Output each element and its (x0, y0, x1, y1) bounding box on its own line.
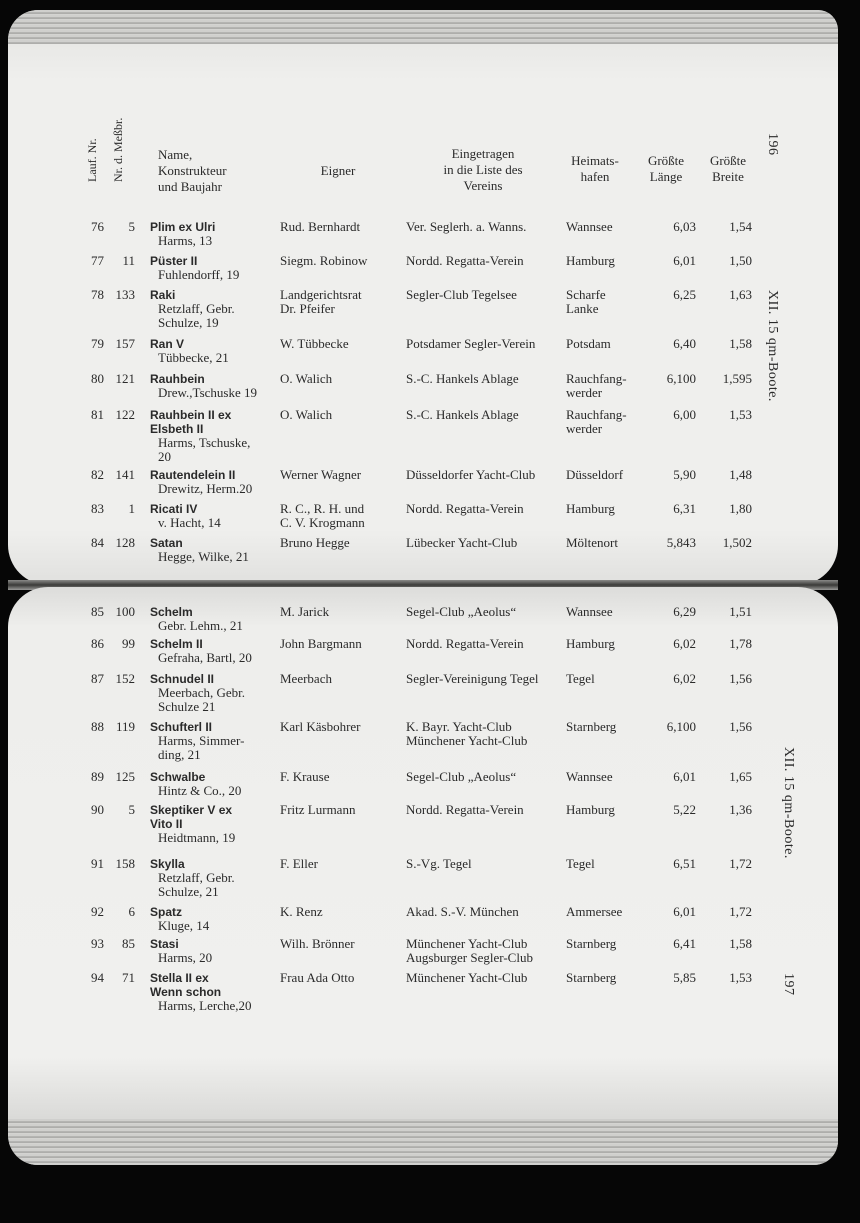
header-lauf-nr: Lauf. Nr. (85, 138, 99, 182)
page-edge-top (8, 10, 838, 44)
width-cell: 1,58 (729, 336, 752, 351)
width-cell: 1,50 (729, 253, 752, 268)
club-cell: Nordd. Regatta-Verein (406, 636, 524, 651)
table-row (8, 803, 838, 843)
lauf-nr-cell: 80 (91, 371, 104, 386)
width-cell: 1,80 (729, 501, 752, 516)
boat-name-cell: Rauhbein II ex Elsbeth II (150, 408, 232, 436)
width-cell: 1,54 (729, 219, 752, 234)
club-cell: Segler-Vereinigung Tegel (406, 671, 539, 686)
messbr-nr-cell: 122 (115, 407, 135, 422)
harbour-cell: Möltenort (566, 535, 618, 550)
length-cell: 6,25 (673, 287, 696, 302)
width-cell: 1,63 (729, 287, 752, 302)
boat-name-cell: Skylla (150, 857, 185, 871)
width-cell: 1,53 (729, 407, 752, 422)
length-cell: 5,90 (673, 467, 696, 482)
owner-cell: K. Renz (280, 904, 323, 919)
lauf-nr-cell: 77 (91, 253, 104, 268)
constructor-cell: v. Hacht, 14 (158, 515, 221, 530)
owner-cell: Frau Ada Otto (280, 970, 355, 985)
constructor-cell: Harms, 13 (158, 233, 213, 248)
lauf-nr-cell: 87 (91, 671, 104, 686)
harbour-cell: Wannsee (566, 219, 613, 234)
boat-name-cell: Schelm (150, 605, 193, 619)
harbour-cell: Potsdam (566, 336, 611, 351)
lauf-nr-cell: 83 (91, 501, 104, 516)
length-cell: 6,03 (673, 219, 696, 234)
constructor-cell: Hegge, Wilke, 21 (158, 549, 249, 564)
boat-name-cell: Püster II (150, 254, 198, 268)
constructor-cell: Gefraha, Bartl, 20 (158, 650, 252, 665)
table-row (8, 857, 838, 897)
constructor-cell: Retzlaff, Gebr. Schulze, 19 (158, 301, 235, 330)
owner-cell: Wilh. Brönner (280, 936, 355, 951)
width-cell: 1,595 (722, 371, 752, 386)
table-row (8, 536, 838, 576)
constructor-cell: Hintz & Co., 20 (158, 783, 242, 798)
boat-name-cell: Schufterl II (150, 720, 213, 734)
constructor-cell: Tübbecke, 21 (158, 350, 229, 365)
boat-name-cell: Stella II ex Wenn schon (150, 971, 222, 999)
harbour-cell: Starnberg (566, 936, 617, 951)
club-cell: Münchener Yacht-Club Augsburger Segler-Club (406, 936, 533, 965)
messbr-nr-cell: 100 (115, 604, 135, 619)
messbr-nr-cell: 119 (115, 719, 135, 734)
constructor-cell: Harms, Lerche,20 (158, 998, 252, 1013)
club-cell: Segel-Club „Aeolus“ (406, 604, 517, 619)
lauf-nr-cell: 94 (91, 970, 104, 985)
side-title-top: XII. 15 qm-Boote. (765, 290, 780, 402)
width-cell: 1,72 (729, 856, 752, 871)
owner-cell: Rud. Bernhardt (280, 219, 361, 234)
club-cell: Akad. S.-V. München (406, 904, 519, 919)
constructor-cell: Harms, Tschuske, 20 (158, 435, 251, 464)
length-cell: 6,41 (673, 936, 696, 951)
club-cell: Nordd. Regatta-Verein (406, 501, 524, 516)
messbr-nr-cell: 71 (122, 970, 135, 985)
club-cell: S.-Vg. Tegel (406, 856, 472, 871)
length-cell: 6,01 (673, 904, 696, 919)
harbour-cell: Hamburg (566, 253, 615, 268)
lauf-nr-cell: 93 (91, 936, 104, 951)
owner-cell: Meerbach (280, 671, 332, 686)
page-edge-bottom (8, 1119, 838, 1165)
width-cell: 1,72 (729, 904, 752, 919)
width-cell: 1,53 (729, 970, 752, 985)
width-cell: 1,51 (729, 604, 752, 619)
page-number-197: 197 (781, 973, 796, 996)
lauf-nr-cell: 85 (91, 604, 104, 619)
club-cell: Segel-Club „Aeolus“ (406, 769, 517, 784)
club-cell: Potsdamer Segler-Verein (406, 336, 536, 351)
width-cell: 1,65 (729, 769, 752, 784)
boat-name-cell: Plim ex Ulri (150, 220, 216, 234)
width-cell: 1,36 (729, 802, 752, 817)
club-cell: Münchener Yacht-Club (406, 970, 528, 985)
messbr-nr-cell: 157 (115, 336, 135, 351)
harbour-cell: Tegel (566, 856, 595, 871)
constructor-cell: Fuhlendorff, 19 (158, 267, 240, 282)
length-cell: 5,85 (673, 970, 696, 985)
harbour-cell: Scharfe Lanke (566, 287, 606, 316)
boat-name-cell: Schnudel II (150, 672, 215, 686)
owner-cell: John Bargmann (280, 636, 362, 651)
lauf-nr-cell: 89 (91, 769, 104, 784)
owner-cell: O. Walich (280, 371, 333, 386)
table-row (8, 971, 838, 1011)
lauf-nr-cell: 79 (91, 336, 104, 351)
header-breite: Größte Breite (709, 153, 747, 184)
lauf-nr-cell: 92 (91, 904, 104, 919)
messbr-nr-cell: 152 (115, 671, 135, 686)
table-row (8, 407, 838, 464)
club-cell: Düsseldorfer Yacht-Club (406, 467, 536, 482)
length-cell: 6,29 (673, 604, 696, 619)
width-cell: 1,56 (729, 719, 752, 734)
owner-cell: W. Tübbecke (280, 336, 349, 351)
club-cell: K. Bayr. Yacht-Club Münchener Yacht-Club (406, 719, 528, 748)
header-laenge: Größte Länge (647, 153, 685, 184)
club-cell: Ver. Seglerh. a. Wanns. (406, 219, 527, 234)
messbr-nr-cell: 6 (128, 904, 135, 919)
messbr-nr-cell: 5 (128, 219, 135, 234)
lauf-nr-cell: 86 (91, 636, 104, 651)
boat-name-cell: Raki (150, 288, 176, 302)
harbour-cell: Wannsee (566, 604, 613, 619)
boat-name-cell: Rauhbein (150, 372, 205, 386)
club-cell: S.-C. Hankels Ablage (406, 371, 519, 386)
table-row (8, 372, 838, 412)
owner-cell: R. C., R. H. und C. V. Krogmann (280, 501, 365, 530)
club-cell: Lübecker Yacht-Club (406, 535, 518, 550)
width-cell: 1,78 (729, 636, 752, 651)
club-cell: Nordd. Regatta-Verein (406, 253, 524, 268)
length-cell: 6,00 (673, 407, 696, 422)
club-cell: Nordd. Regatta-Verein (406, 802, 524, 817)
boat-name-cell: Schelm II (150, 637, 203, 651)
length-cell: 6,01 (673, 253, 696, 268)
messbr-nr-cell: 11 (122, 253, 135, 268)
harbour-cell: Hamburg (566, 636, 615, 651)
constructor-cell: Retzlaff, Gebr. Schulze, 21 (158, 870, 235, 899)
width-cell: 1,502 (722, 535, 752, 550)
harbour-cell: Wannsee (566, 769, 613, 784)
length-cell: 6,100 (666, 719, 696, 734)
side-title-bottom: XII. 15 qm-Boote. (781, 747, 796, 859)
messbr-nr-cell: 99 (122, 636, 135, 651)
header-verein: Eingetragen in die Liste des Vereins (443, 146, 523, 193)
owner-cell: Fritz Lurmann (280, 802, 356, 817)
harbour-cell: Ammersee (566, 904, 623, 919)
length-cell: 6,01 (673, 769, 696, 784)
messbr-nr-cell: 85 (122, 936, 135, 951)
table-row (8, 288, 838, 328)
club-cell: Segler-Club Tegelsee (406, 287, 517, 302)
boat-name-cell: Ran V (150, 337, 185, 351)
table-row (8, 720, 838, 760)
header-hafen: Heimats- hafen (571, 153, 619, 184)
boat-name-cell: Satan (150, 536, 183, 550)
length-cell: 6,40 (673, 336, 696, 351)
boat-name-cell: Rautendelein II (150, 468, 236, 482)
owner-cell: F. Krause (280, 769, 330, 784)
top-page (8, 10, 838, 585)
header-messbr-nr: Nr. d. Meßbr. (111, 117, 125, 182)
boat-name-cell: Skeptiker V ex Vito II (150, 803, 233, 831)
constructor-cell: Heidtmann, 19 (158, 830, 236, 845)
messbr-nr-cell: 133 (115, 287, 135, 302)
boat-name-cell: Schwalbe (150, 770, 206, 784)
constructor-cell: Gebr. Lehm., 21 (158, 618, 243, 633)
length-cell: 6,100 (666, 371, 696, 386)
width-cell: 1,58 (729, 936, 752, 951)
lauf-nr-cell: 88 (91, 719, 104, 734)
constructor-cell: Drew.,Tschuske 19 (158, 385, 257, 400)
constructor-cell: Drewitz, Herm.20 (158, 481, 253, 496)
harbour-cell: Tegel (566, 671, 595, 686)
harbour-cell: Starnberg (566, 719, 617, 734)
length-cell: 5,843 (666, 535, 696, 550)
constructor-cell: Meerbach, Gebr. Schulze 21 (158, 685, 245, 714)
lauf-nr-cell: 78 (91, 287, 104, 302)
harbour-cell: Hamburg (566, 802, 615, 817)
length-cell: 6,51 (673, 856, 696, 871)
harbour-cell: Rauchfang- werder (566, 407, 627, 436)
table-row (8, 672, 838, 712)
harbour-cell: Rauchfang- werder (566, 371, 627, 400)
length-cell: 5,22 (673, 802, 696, 817)
page-number-196: 196 (765, 133, 780, 156)
messbr-nr-cell: 5 (128, 802, 135, 817)
constructor-cell: Harms, 20 (158, 950, 213, 965)
harbour-cell: Düsseldorf (566, 467, 624, 482)
club-cell: S.-C. Hankels Ablage (406, 407, 519, 422)
bottom-page (8, 587, 838, 1165)
messbr-nr-cell: 121 (115, 371, 135, 386)
messbr-nr-cell: 158 (115, 856, 135, 871)
boat-name-cell: Spatz (150, 905, 183, 919)
owner-cell: Siegm. Robinow (280, 253, 368, 268)
owner-cell: Landgerichtsrat Dr. Pfeifer (280, 287, 362, 316)
owner-cell: M. Jarick (280, 604, 330, 619)
messbr-nr-cell: 141 (115, 467, 135, 482)
boat-name-cell: Ricati IV (150, 502, 198, 516)
lauf-nr-cell: 76 (91, 219, 104, 234)
owner-cell: O. Walich (280, 407, 333, 422)
owner-cell: Werner Wagner (280, 467, 362, 482)
lauf-nr-cell: 81 (91, 407, 104, 422)
owner-cell: F. Eller (280, 856, 318, 871)
lauf-nr-cell: 91 (91, 856, 104, 871)
header-eigner: Eigner (320, 163, 356, 178)
constructor-cell: Kluge, 14 (158, 918, 210, 933)
messbr-nr-cell: 1 (128, 501, 135, 516)
harbour-cell: Hamburg (566, 501, 615, 516)
lauf-nr-cell: 90 (91, 802, 104, 817)
length-cell: 6,31 (673, 501, 696, 516)
owner-cell: Bruno Hegge (280, 535, 350, 550)
boat-name-cell: Stasi (150, 937, 179, 951)
length-cell: 6,02 (673, 671, 696, 686)
lauf-nr-cell: 82 (91, 467, 104, 482)
constructor-cell: Harms, Simmer- ding, 21 (158, 733, 245, 762)
messbr-nr-cell: 125 (115, 769, 135, 784)
owner-cell: Karl Käsbohrer (280, 719, 361, 734)
harbour-cell: Starnberg (566, 970, 617, 985)
width-cell: 1,48 (729, 467, 752, 482)
messbr-nr-cell: 128 (115, 535, 135, 550)
width-cell: 1,56 (729, 671, 752, 686)
length-cell: 6,02 (673, 636, 696, 651)
lauf-nr-cell: 84 (91, 535, 104, 550)
header-name: Name, Konstrukteur und Baujahr (158, 147, 227, 194)
